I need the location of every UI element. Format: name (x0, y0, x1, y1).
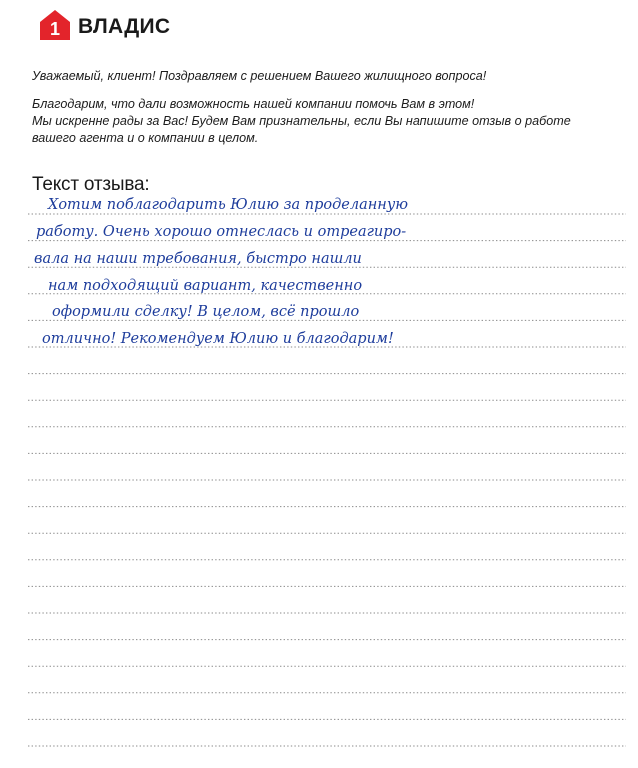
intro-line-4: вашего агента и о компании в целом. (32, 131, 259, 145)
intro-line-2: Благодарим, что дали возможность нашей компании помочь Вам в этом! (32, 97, 475, 111)
handwritten-line: отлично! Рекомендуем Юлию и благодарим! (42, 331, 394, 347)
brand-name: ВЛАДИС (78, 15, 171, 38)
review-heading: Текст отзыва: (32, 174, 150, 195)
handwritten-review (34, 197, 408, 347)
handwritten-line: Хотим поблагодарить Юлию за проделанную (48, 197, 409, 213)
handwritten-line: вала на наши требования, быстро нашли (34, 251, 362, 267)
handwritten-line: оформили сделку! В целом, всё прошло (52, 304, 360, 320)
logo-digit: 1 (49, 19, 61, 39)
intro-line-3: Мы искренне рады за Вас! Будем Вам признательны, если Вы напишите отзыв о работе (32, 114, 571, 128)
handwritten-line: работу. Очень хорошо отнеслась и отреагиро- (36, 224, 407, 240)
handwritten-line: нам подходящий вариант, качественно (48, 278, 363, 294)
intro-line-1: Уважаемый, клиент! Поздравляем с решением Вашего жилищного вопроса! (32, 69, 487, 83)
